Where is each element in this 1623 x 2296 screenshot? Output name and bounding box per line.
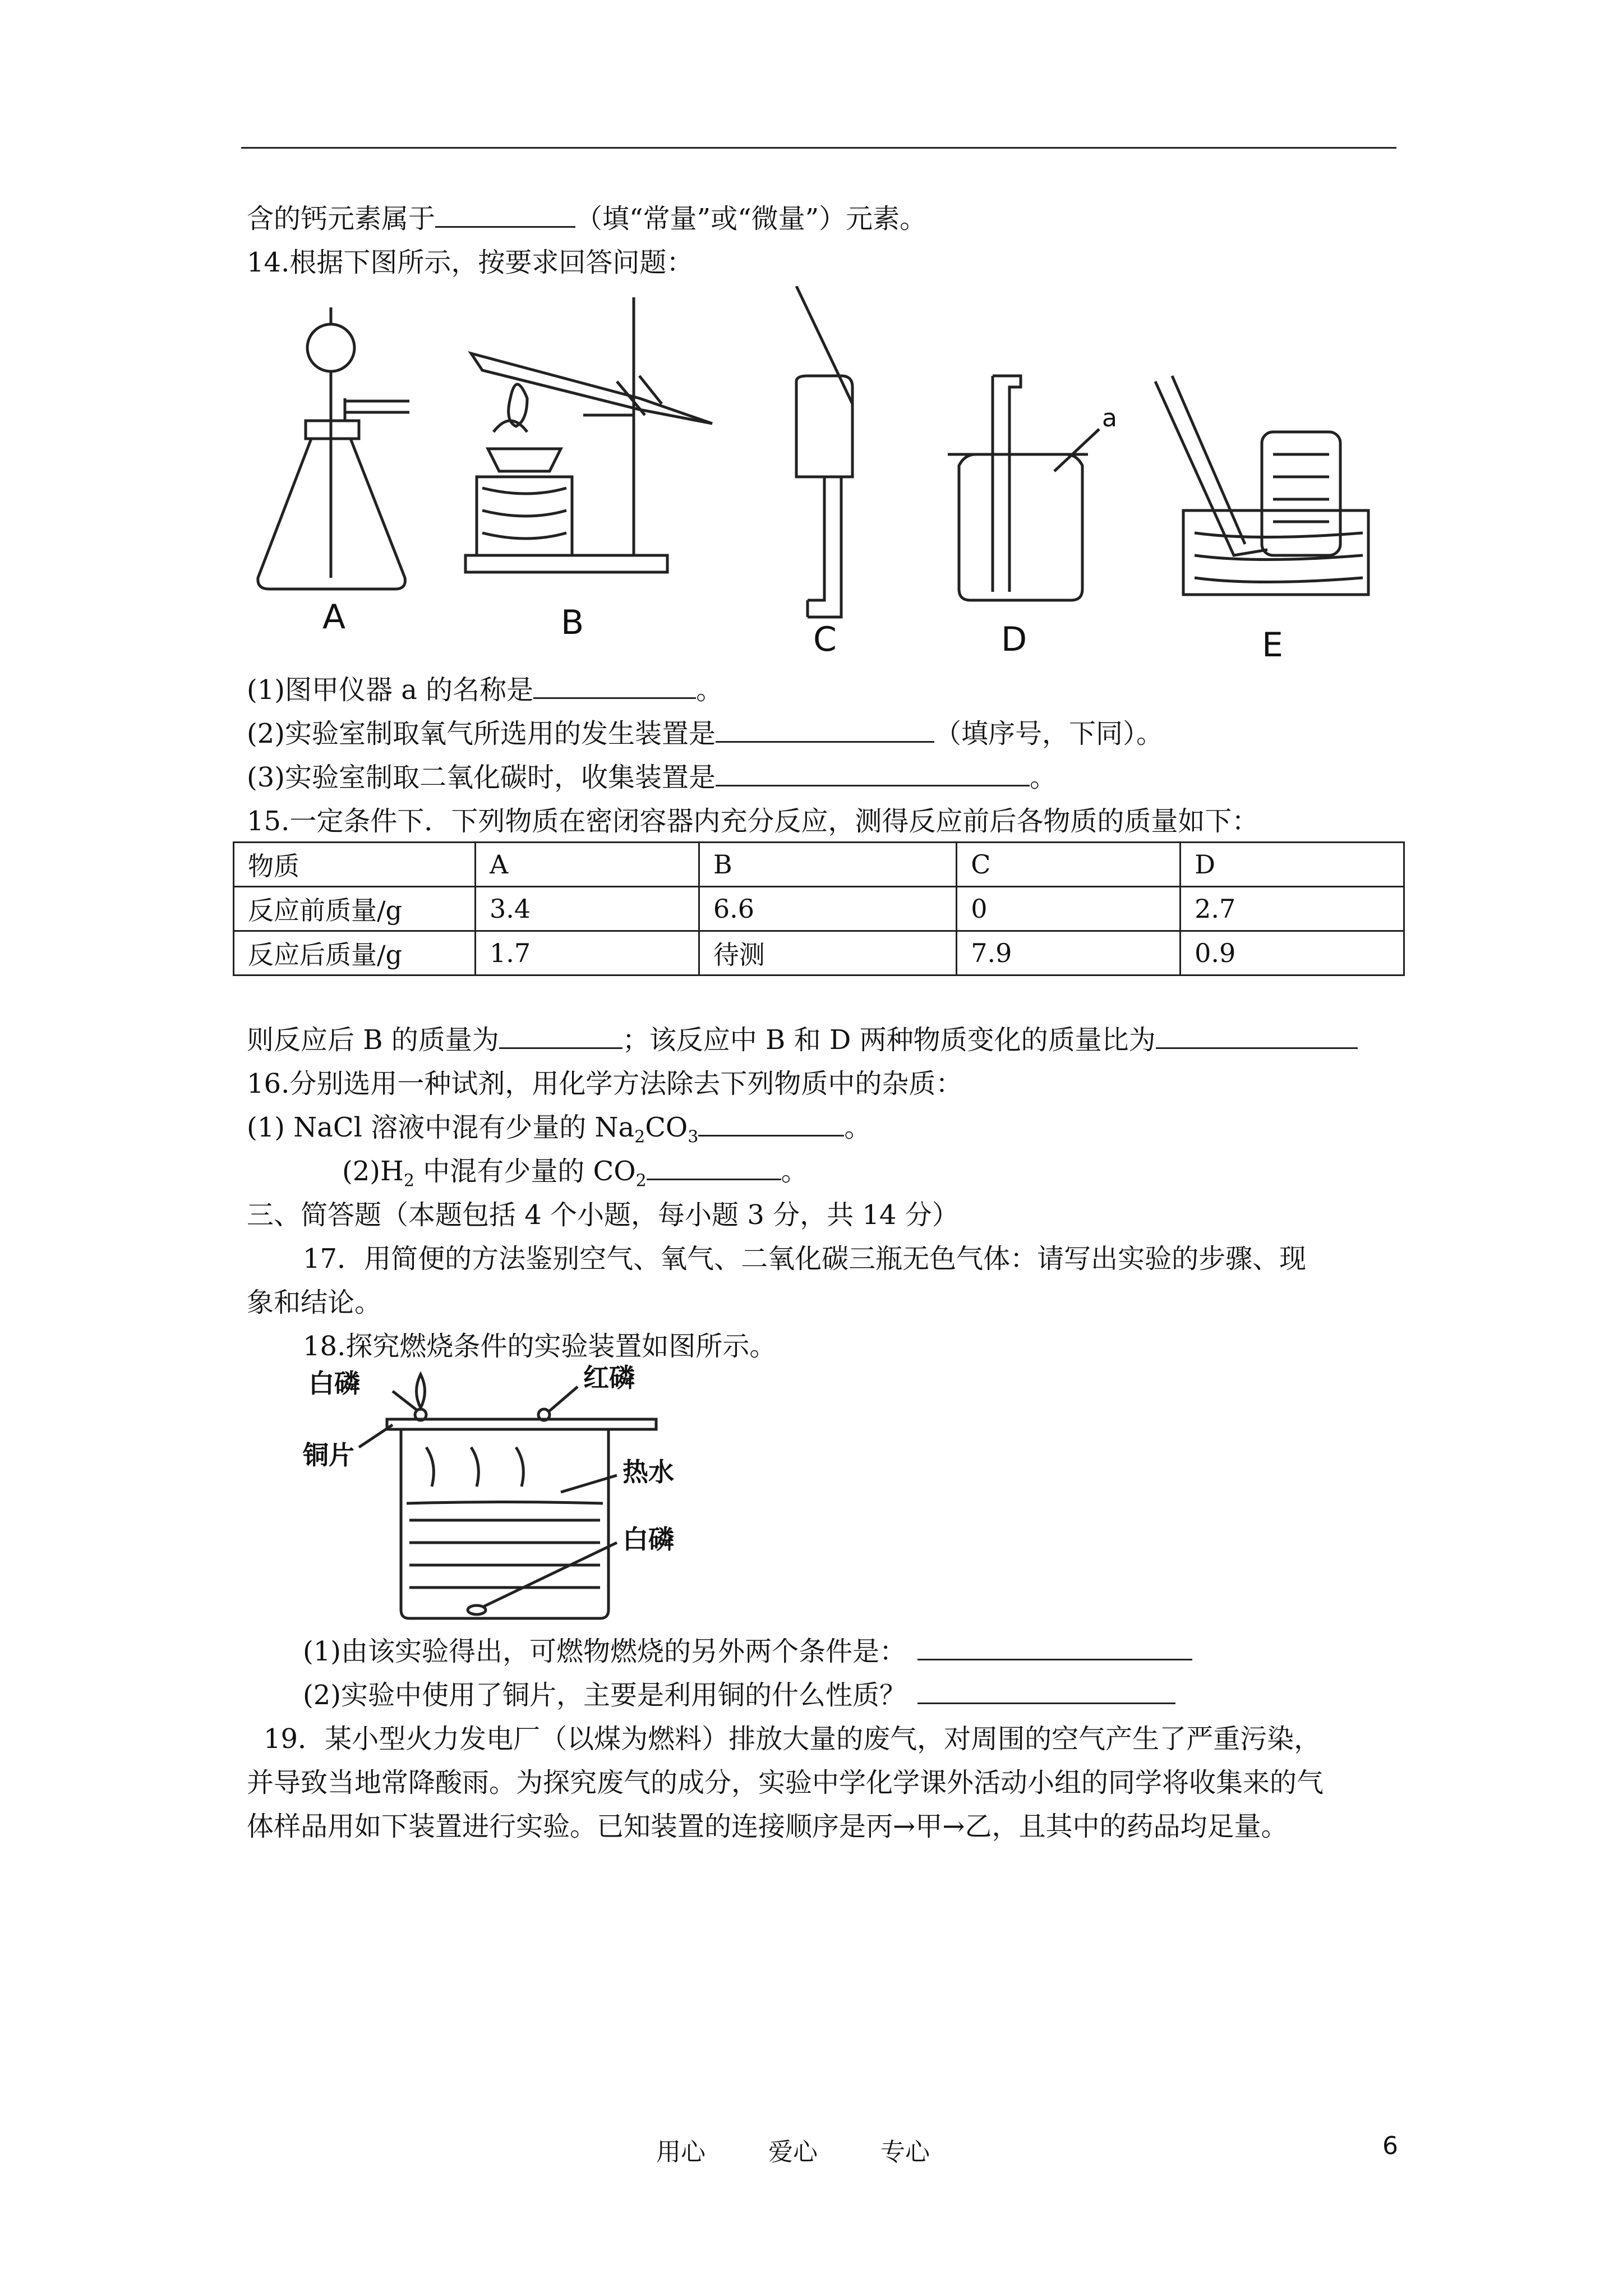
answer-blank[interactable] <box>1156 1023 1358 1049</box>
answer-blank[interactable] <box>533 673 696 699</box>
label-hot-water: 热水 <box>623 1457 674 1487</box>
table-cell: 0 <box>957 887 1181 931</box>
question-14: 14.根据下图所示，按要求回答问题： <box>247 247 694 278</box>
text-segment: 中混有少量的 CO <box>414 1156 636 1187</box>
mass-table <box>233 841 1405 976</box>
combustion-figure <box>303 1363 751 1627</box>
header-rule <box>241 147 1396 149</box>
subscript: 3 <box>688 1127 699 1147</box>
question-16: 16.分别选用一种试剂，用化学方法除去下列物质中的杂质： <box>247 1068 963 1099</box>
answer-blank[interactable] <box>698 1110 844 1137</box>
question-16-2 <box>342 1153 808 1199</box>
text-segment: 。 <box>844 1112 872 1143</box>
table-row <box>234 887 1404 931</box>
text-segment: (2)实验中使用了铜片，主要是利用铜的什么性质？ <box>303 1680 906 1711</box>
apparatus-label-d: D <box>1001 620 1027 659</box>
table-cell: 3.4 <box>476 887 699 931</box>
answer-blank[interactable] <box>716 716 934 743</box>
table-cell: 7.9 <box>957 931 1181 976</box>
label-red-phosphorus: 红磷 <box>583 1363 635 1393</box>
text-segment: (1)图甲仪器 a 的名称是 <box>247 674 534 706</box>
text-segment: 。 <box>696 674 723 706</box>
footer-item: 用心 <box>656 2138 706 2166</box>
text-segment: （填序号，下同）。 <box>934 718 1164 749</box>
table-row <box>234 931 1404 976</box>
question-18-2 <box>303 1677 1175 1713</box>
text-segment: 。 <box>781 1156 808 1187</box>
answer-blank[interactable] <box>435 201 575 228</box>
text-segment: (1) NaCl 溶液中混有少量的 Na <box>247 1112 635 1143</box>
table-cell: 2.7 <box>1181 887 1404 931</box>
table-cell: 反应后质量/g <box>234 931 476 976</box>
combustion-drawing <box>303 1363 751 1627</box>
question-14-2 <box>247 716 1163 752</box>
label-white-phosphorus-top: 白磷 <box>308 1368 360 1398</box>
text-segment: (1)由该实验得出，可燃物燃烧的另外两个条件是： <box>303 1636 906 1667</box>
table-header-cell: 物质 <box>234 843 476 887</box>
question-14-1 <box>247 672 723 708</box>
label-white-phosphorus-bottom: 白磷 <box>623 1524 674 1554</box>
text-segment: 含的钙元素属于 <box>247 203 436 234</box>
apparatus-label-c: C <box>813 620 837 659</box>
text-segment: (2)H <box>342 1156 404 1187</box>
question-19-cont: 体样品用如下装置进行实验。已知装置的连接顺序是丙→甲→乙，且其中的药品均足量。 <box>247 1811 1288 1842</box>
answer-blank[interactable] <box>499 1023 623 1049</box>
apparatus-label-a: A <box>322 597 346 637</box>
question-18-1 <box>303 1634 1192 1669</box>
subscript: 2 <box>635 1171 647 1191</box>
text-segment: CO <box>645 1112 688 1143</box>
table-cell: 1.7 <box>476 931 699 976</box>
table-header-cell: A <box>476 843 699 887</box>
answer-blank[interactable] <box>716 760 1030 786</box>
instrument-label-a: a <box>1102 404 1117 432</box>
table-cell: 反应前质量/g <box>234 887 476 931</box>
answer-blank[interactable] <box>917 1678 1175 1704</box>
table-header-cell: D <box>1181 843 1404 887</box>
text-segment: (3)实验室制取二氧化碳时，收集装置是 <box>247 762 716 793</box>
table-header-row <box>234 843 1404 887</box>
answer-blank[interactable] <box>647 1154 781 1180</box>
text-line <box>247 201 926 237</box>
subscript: 2 <box>634 1127 645 1147</box>
apparatus-drawing <box>247 286 1396 679</box>
table-header-cell: C <box>957 843 1181 887</box>
table-cell: 6.6 <box>699 887 956 931</box>
table-cell: 待测 <box>699 931 956 976</box>
apparatus-label-e: E <box>1262 625 1283 665</box>
question-14-3 <box>247 760 1057 795</box>
text-segment: 。 <box>1030 762 1057 793</box>
section-3-heading: 三、简答题（本题包括 4 个小题，每小题 3 分，共 14 分） <box>247 1199 959 1231</box>
question-19-cont: 并导致当地常降酸雨。为探究废气的成分，实验中学化学课外活动小组的同学将收集来的气 <box>247 1767 1324 1798</box>
answer-blank[interactable] <box>917 1634 1192 1660</box>
table-cell: 0.9 <box>1181 931 1404 976</box>
text-segment: (2)实验室制取氧气所选用的发生装置是 <box>247 718 716 749</box>
question-15: 15.一定条件下．下列物质在密闭容器内充分反应，测得反应前后各物质的质量如下： <box>247 806 1259 837</box>
text-segment: （填“常量”或“微量”）元素。 <box>575 203 927 234</box>
text-segment: ；该反应中 B 和 D 两种物质变化的质量比为 <box>622 1024 1156 1056</box>
footer-item: 爱心 <box>768 2138 818 2166</box>
apparatus-label-b: B <box>561 603 584 642</box>
footer-item: 专心 <box>880 2138 930 2166</box>
question-18: 18.探究燃烧条件的实验装置如图所示。 <box>303 1331 777 1362</box>
apparatus-figure <box>247 286 1396 679</box>
subscript: 2 <box>403 1171 414 1191</box>
question-15-answer <box>247 1022 1358 1058</box>
question-17-cont: 象和结论。 <box>247 1287 382 1318</box>
table-header-cell: B <box>699 843 956 887</box>
question-17: 17．用简便的方法鉴别空气、氧气、二氧化碳三瓶无色气体：请写出实验的步骤、现 <box>303 1243 1307 1274</box>
label-copper-sheet: 铜片 <box>303 1440 354 1470</box>
text-segment: 则反应后 B 的质量为 <box>247 1024 499 1056</box>
question-16-1 <box>247 1110 871 1156</box>
page-number: 6 <box>1382 2132 1398 2160</box>
question-19: 19．某小型火力发电厂（以煤为燃料）排放大量的废气，对周围的空气产生了严重污染， <box>264 1723 1321 1755</box>
